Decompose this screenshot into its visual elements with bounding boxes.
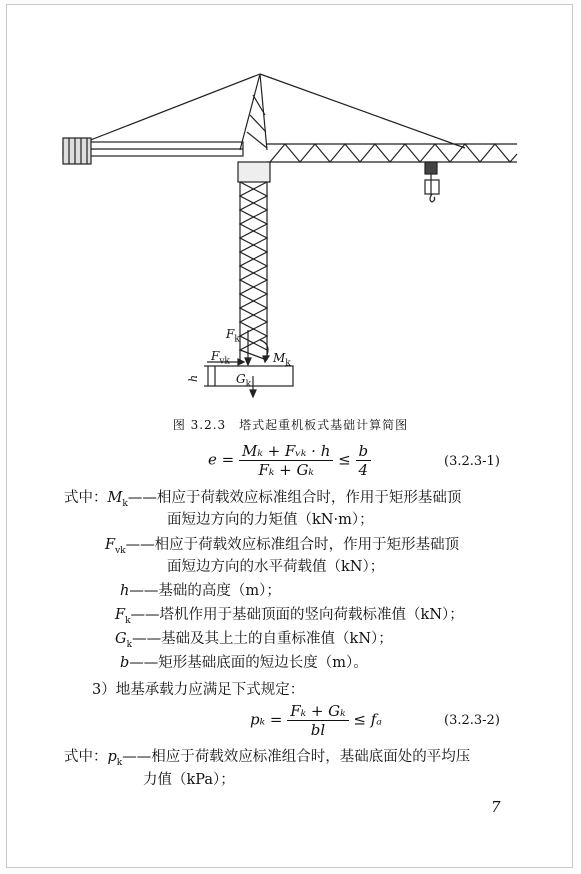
item-3: 3）地基承载力应满足下式规定： — [92, 682, 305, 698]
def-pk: 式中：$p_k——$相应于荷载效应标准组合时，基础底面处的平均压 — [64, 749, 471, 768]
label-mk: $M_k$ — [273, 351, 291, 369]
def-mk-cont: 面短边方向的力矩值（kN·m）； — [167, 512, 374, 528]
def-h: h——基础的高度（m）； — [120, 583, 281, 599]
def-b: b——矩形基础底面的短边长度（m）。 — [120, 655, 368, 671]
equation-1-number: (3.2.3-1) — [444, 454, 500, 469]
label-h: h — [187, 374, 201, 383]
trolley — [425, 162, 437, 174]
page-number: 7 — [491, 798, 501, 816]
def-fvk: $F_{vk}——$相应于荷载效应标准组合时，作用于矩形基础顶 — [105, 537, 460, 556]
foundation-block — [215, 366, 293, 386]
jib-tie — [260, 74, 465, 148]
def-pk-cont: 力值（kPa）； — [143, 772, 235, 788]
figure-caption: 图 3.2.3 塔式起重机板式基础计算简图 — [172, 418, 409, 432]
label-gk: $G_k$ — [236, 372, 252, 390]
counter-jib-tie — [70, 74, 260, 148]
label-fvk: $F_{vk}$ — [211, 349, 230, 367]
label-fk: $F_k$ — [226, 327, 240, 345]
hook-block — [425, 180, 439, 194]
equation-1: e = $\frac{\text{Mₖ + Fᵥₖ · h}}{\text{Fₖ + Gₖ}}$ ≤ $\frac{b}{4}$ — [208, 442, 371, 479]
def-fk: $F_k——$塔机作用于基础顶面的竖向荷载标准值（kN）； — [115, 607, 464, 626]
equation-2: pₖ = $\frac{\text{Fₖ + Gₖ}}{bl}$ ≤ fₐ — [250, 702, 382, 739]
slewing-unit — [238, 162, 270, 182]
def-fvk-cont: 面短边方向的水平荷载值（kN）； — [167, 559, 385, 575]
equation-2-number: (3.2.3-2) — [444, 713, 500, 728]
def-gk: $G_k——$基础及其上土的自重标准值（kN）； — [115, 631, 393, 650]
def-mk: 式中：$M_k——$相应于荷载效应标准组合时，作用于矩形基础顶 — [64, 490, 462, 509]
